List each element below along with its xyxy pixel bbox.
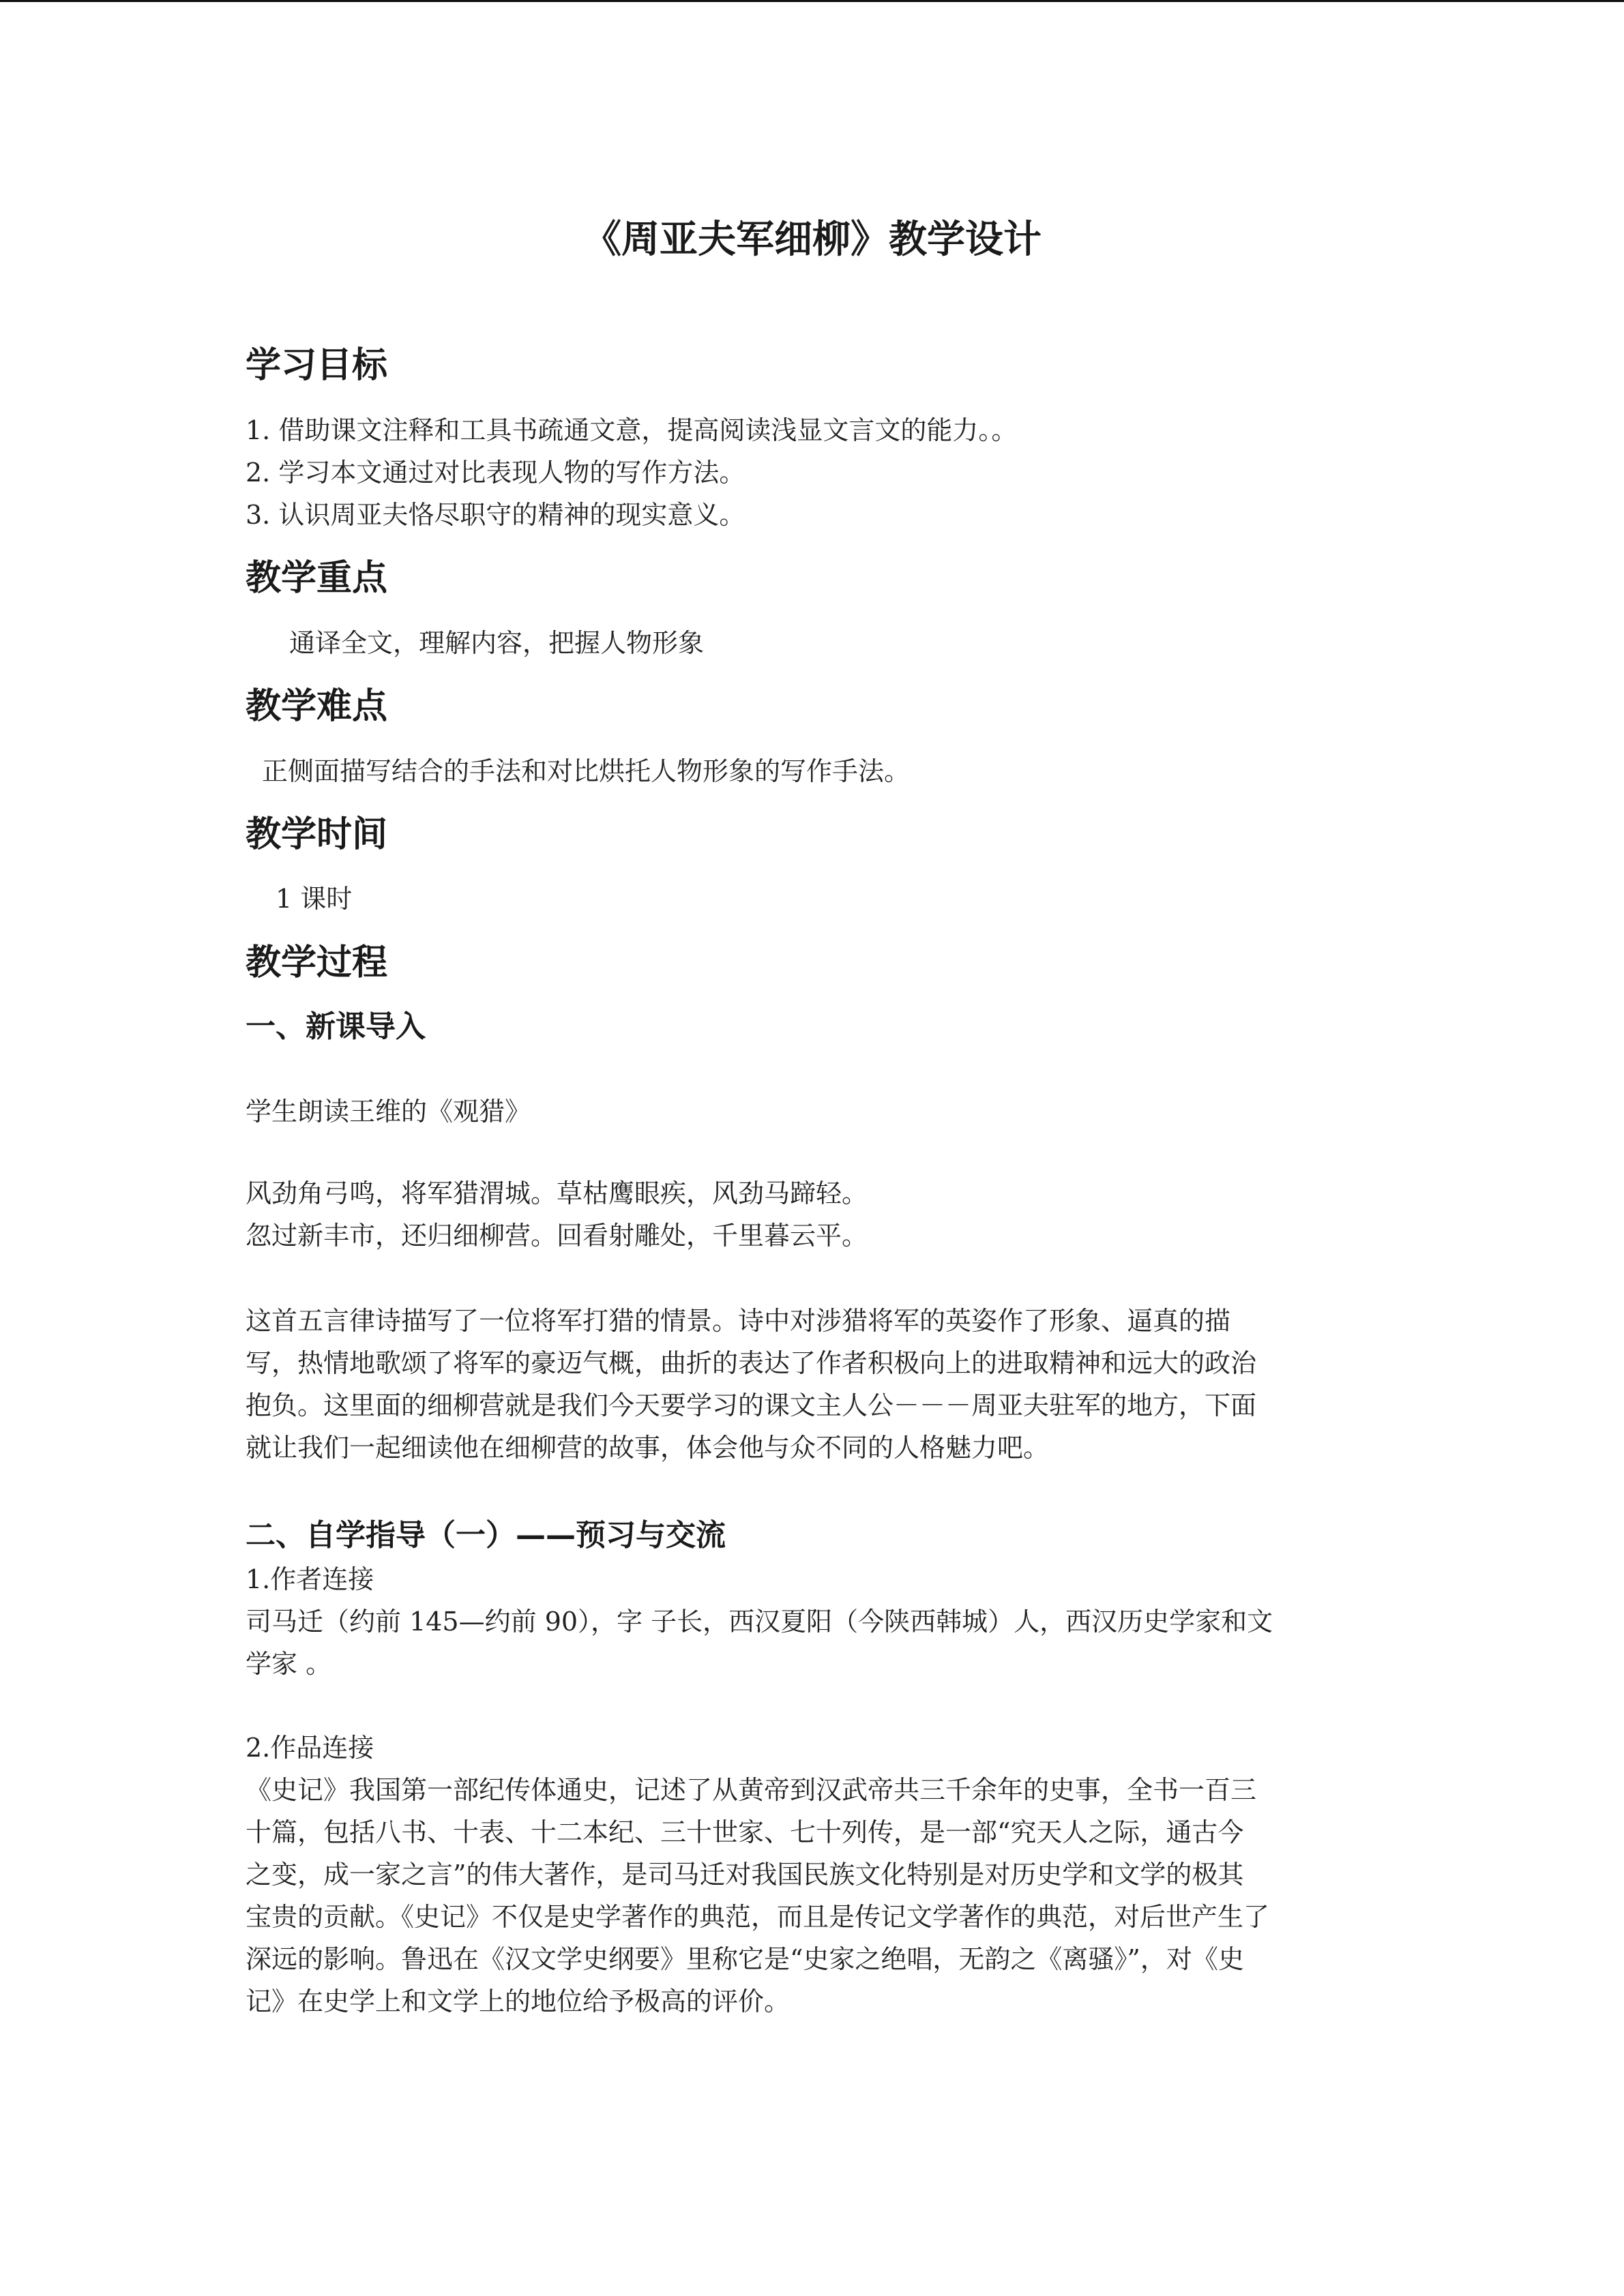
section1-paragraph-line: 就让我们一起细读他在细柳营的故事，体会他与众不同的人格魅力吧。 [246,1433,1050,1463]
work-text-line: 记》在史学上和文学上的地位给予极高的评价。 [246,1986,791,2016]
difficulties-text: 正侧面描写结合的手法和对比烘托人物形象的写作手法。 [262,756,911,786]
goal-item: 3. 认识周亚夫恪尽职守的精神的现实意义。 [246,500,745,530]
process-heading: 教学过程 [246,942,388,983]
work-text-line: 宝贵的贡献。《史记》不仅是史学著作的典范，而且是传记文学著作的典范，对后世产生了 [246,1902,1270,1932]
author-text-line: 司马迁（约前 145—约前 90），字 子长，西汉夏阳（今陕西韩城）人，西汉历史学家和文 [246,1607,1273,1637]
section1-intro: 学生朗读王维的《观猎》 [246,1097,531,1127]
section1-heading: 一、新课导入 [246,1009,426,1044]
author-label: 1.作者连接 [246,1564,374,1594]
key-points-text: 通译全文，理解内容，把握人物形象 [289,628,705,658]
poem-line: 忽过新丰市，还归细柳营。回看射雕处，千里暮云平。 [246,1221,868,1251]
goal-item: 2. 学习本文通过对比表现人物的写作方法。 [246,458,745,488]
section1-paragraph-line: 这首五言律诗描写了一位将军打猎的情景。诗中对涉猎将军的英姿作了形象、逼真的描 [246,1306,1231,1336]
work-text-line: 十篇，包括八书、十表、十二本纪、三十世家、七十列传，是一部“究天人之际，通古今 [246,1817,1244,1847]
section1-paragraph-line: 写，热情地歌颂了将军的豪迈气概，曲折的表达了作者积极向上的进取精神和远大的政治 [246,1348,1257,1378]
duration-heading: 教学时间 [246,814,388,855]
work-label: 2.作品连接 [246,1733,374,1763]
work-text-line: 之变，成一家之言”的伟大著作，是司马迁对我国民族文化特别是对历史学和文学的极其 [246,1860,1244,1890]
duration-text: 1 课时 [276,884,353,914]
goals-heading: 学习目标 [246,345,388,386]
document-title: 《周亚夫军细柳》教学设计 [583,218,1042,262]
author-text-line: 学家 。 [246,1649,332,1679]
work-text-line: 《史记》我国第一部纪传体通史，记述了从黄帝到汉武帝共三千余年的史事，全书一百三 [246,1775,1257,1805]
goal-item: 1. 借助课文注释和工具书疏通文意，提高阅读浅显文言文的能力。。 [246,415,1018,445]
work-text-line: 深远的影响。鲁迅在《汉文学史纲要》里称它是“史家之绝唱，无韵之《离骚》”，对《史 [246,1944,1244,1974]
key-points-heading: 教学重点 [246,558,388,599]
poem-line: 风劲角弓鸣，将军猎渭城。草枯鹰眼疾，风劲马蹄轻。 [246,1178,868,1208]
section2-heading: 二、自学指导（一）——预习与交流 [246,1518,726,1553]
section1-paragraph-line: 抱负。这里面的细柳营就是我们今天要学习的课文主人公－－－周亚夫驻军的地方，下面 [246,1390,1257,1420]
difficulties-heading: 教学难点 [246,686,388,727]
